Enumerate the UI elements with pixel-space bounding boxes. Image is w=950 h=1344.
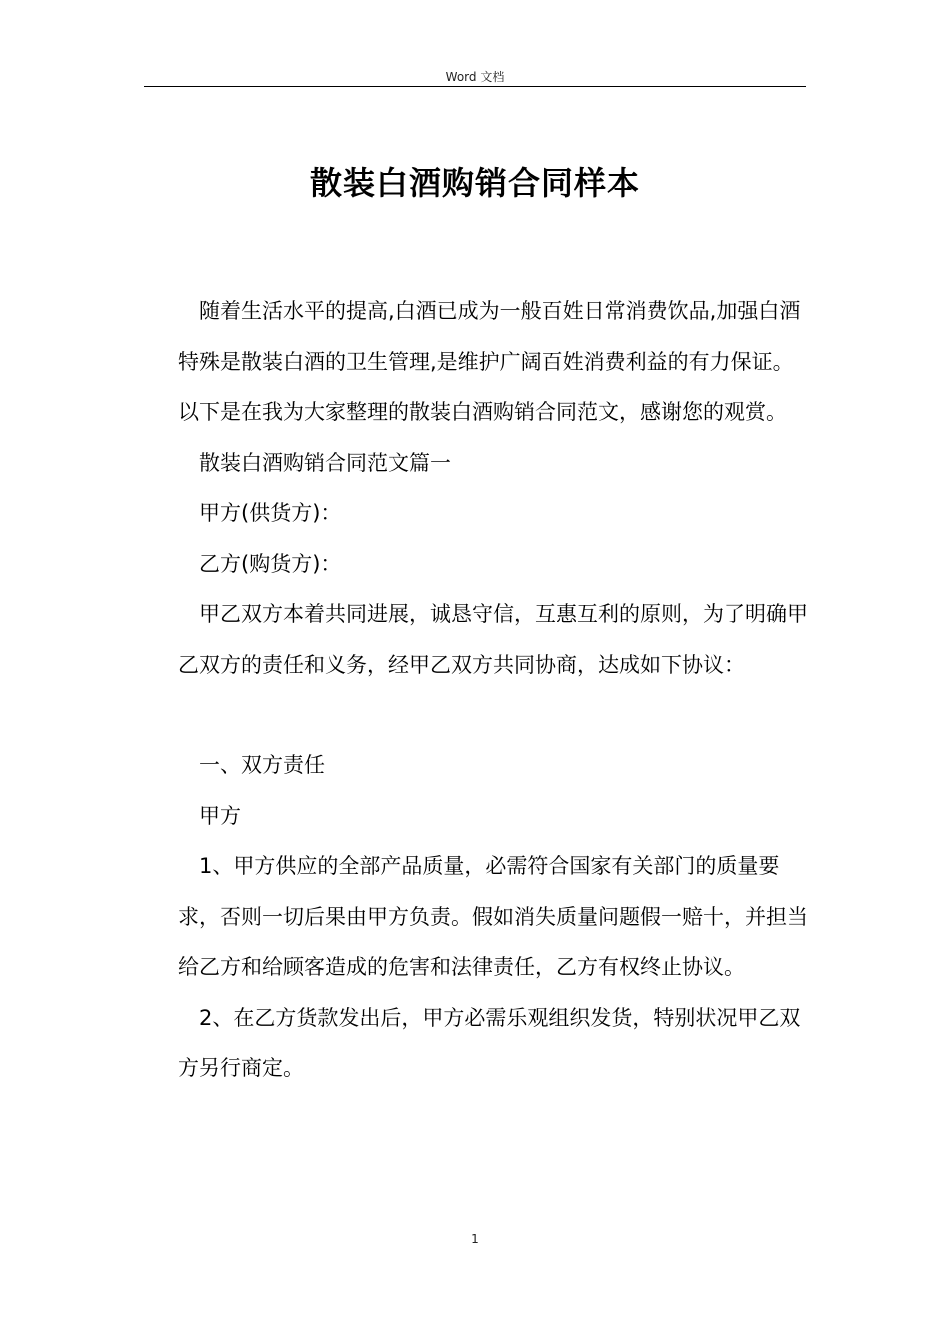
- page-header: Word 文档: [445, 70, 505, 84]
- section-heading-sample-one: 散装白酒购销合同范文篇一: [199, 450, 451, 475]
- document-body: [178, 286, 808, 1094]
- intro-paragraph: 随着生活水平的提高,白酒已成为一般百姓日常消费饮品,加强白酒特殊是散装白酒的卫生管理,是维护广阔百姓消费利益的有力保证。以下是在我为大家整理的散装白酒购销合同范文，感谢您的观赏。: [178, 299, 801, 424]
- header-divider: [144, 86, 806, 87]
- clause-heading-responsibilities: 一、双方责任: [199, 753, 325, 777]
- party-a-subheading: 甲方: [199, 803, 241, 828]
- blank-line: [178, 690, 808, 740]
- clause-item-2: 2、在乙方货款发出后，甲方必需乐观组织发货，特别状况甲乙双方另行商定。: [178, 1005, 801, 1080]
- agreement-preamble: 甲乙双方本着共同进展，诚恳守信，互惠互利的原则，为了明确甲乙双方的责任和义务，经甲乙双方共同协商，达成如下协议：: [178, 602, 808, 677]
- party-a-line: 甲方(供货方)：: [199, 501, 342, 525]
- page-number: 1: [471, 1232, 479, 1246]
- party-b-line: 乙方(购货方)：: [199, 551, 342, 576]
- clause-item-1: 1、甲方供应的全部产品质量，必需符合国家有关部门的质量要求，否则一切后果由甲方负责。假如消失质量问题假一赔十，并担当给乙方和给顾客造成的危害和法律责任，乙方有权终止协议。: [178, 854, 808, 979]
- document-title: 散装白酒购销合同样本: [309, 164, 640, 202]
